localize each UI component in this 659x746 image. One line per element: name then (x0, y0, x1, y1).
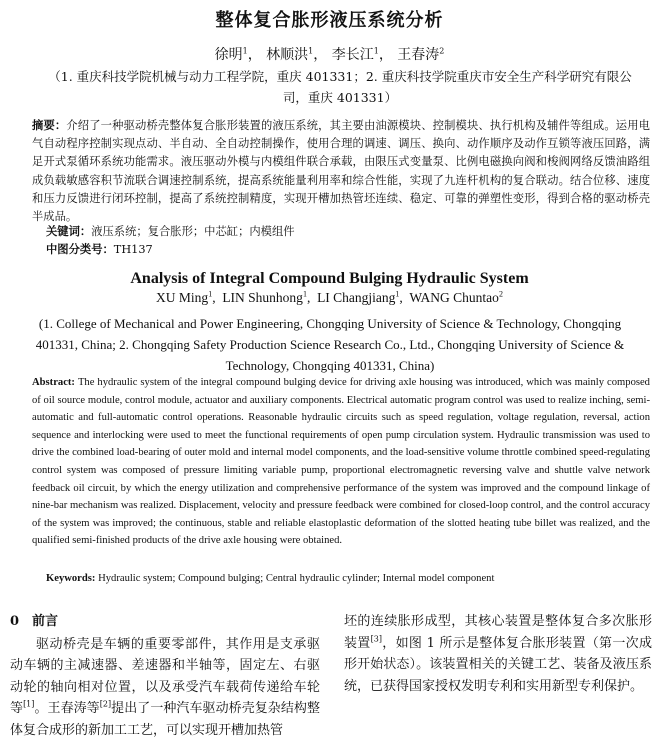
keywords-chinese (46, 222, 646, 241)
author-name: XU Ming (156, 290, 209, 305)
classification-chinese (46, 240, 646, 259)
author-affil-mark: 1 (373, 46, 379, 56)
author-name: 王春涛 (397, 47, 440, 63)
abstract-text: The hydraulic system of the integral compound bulging device for driving axle housing was introduced, which was mainly composed of oil source module, control module, actuator and auxiliary components. Electrical automatic program control was used to realize inching, semi-automatic and full-automatic control operations. Reasonable hydraulic circuits such as speed regulation, voltage regulation, reversal, action sequence and interlocking were used to meet the functional requirements of open pump circulation system. Hydraulic transmission was used to drive the combined load-bearing of outer mold and internal model components, and the load-sensitive volume throttle combined speed-regulating control system was composed of pressure limiting variable pump, proportional electromagnetic reversing valve and shuttle valve network feedback oil circuit, by which the energy utilization and comprehensive performance of the system was improved and the compound linkage of nine-bar mechanism was realized. Displacement, velocity and pressure feedback were combined for closed-loop control, and the control accuracy of the system was improved; the continuous, stable and reliable elastoplastic deformation of the slotted heating tube billet was realized, and the qualified semi-finished products of the drive axle housing were obtained. (32, 377, 650, 547)
author-name: 徐明 (214, 47, 243, 63)
authors-chinese: 徐明$^1$， 林顺洪$^1$， 李长江$^1$， 王春涛$^2$ (214, 46, 445, 63)
citation-ref[interactable]: [1] (23, 699, 35, 709)
body-paragraph (344, 611, 652, 697)
keywords-text: Hydraulic system; Compound bulging; Central hydraulic cylinder; Internal model component (98, 573, 495, 584)
author-affil-mark: 2 (439, 46, 445, 56)
keywords-english (46, 570, 646, 587)
author-name: 李长江 (331, 47, 374, 63)
abstract-text: 介绍了一种驱动桥壳整体复合胀形装置的液压系统，其主要由油源模块、控制模块、执行机构及辅件等组成。运用电气自动程序控制实现点动、半自动、全自动控制操作，使用合理的调速、调压、换向、动作顺序及动作互锁等液压回路，满足开式泵循环系统功能需求。液压驱动外模与内模组件联合承载，由限压式变量泵、比例电磁换向阀和梭阀网络反馈油路组成负载敏感容积节流联合调速控制系统，提高系统能量利用率和综合性能，实现了九连杆机构的复合联动。结合位移、速度和压力反馈进行闭环控制，提高了系统控制精度，实现开槽加热管坯连续、稳定、可靠的弹塑性变形，得到合格的驱动桥壳半成品。 (32, 119, 650, 224)
abstract-label: Abstract: (32, 377, 75, 388)
title-chinese: 整体复合胀形液压系统分析 (215, 10, 444, 31)
author-affil-mark: 1 (302, 289, 307, 299)
author-affil-mark: 1 (242, 46, 248, 56)
abstract-english (32, 374, 650, 550)
affiliation-english: (1. College of Mechanical and Power Engineering, Chongqing University of Science & Technology, Chongqing 401331, China; 2. Chongqing Safety Production Science Research Co., Ltd., Chongqing University of Science & Technology, Chongqing 401331, China) (35, 316, 625, 373)
body-text: 提出了一种汽车驱动桥壳复杂结构整体复合成形的新加工工艺，可以实现开槽加热管 (10, 701, 320, 738)
classification-code: TH137 (113, 243, 153, 256)
abstract-chinese (32, 116, 650, 226)
affiliation-chinese: （1. 重庆科技学院机械与动力工程学院，重庆 401331；2. 重庆科技学院重庆市安全生产科学研究有限公司，重庆 401331） (48, 69, 632, 105)
author-name: WANG Chuntao (409, 290, 499, 305)
title-english: Analysis of Integral Compound Bulging Hydraulic System (130, 270, 529, 287)
author-affil-mark: 1 (308, 46, 314, 56)
citation-ref[interactable]: [2] (99, 699, 112, 709)
keywords-text: 液压系统；复合胀形；中芯缸；内模组件 (91, 225, 295, 238)
author-affil-mark: 2 (498, 289, 503, 299)
section-heading: 0 前言 (10, 614, 59, 629)
body-column-left (10, 611, 320, 741)
keywords-label: Keywords: (46, 573, 96, 584)
citation-ref[interactable]: [3] (370, 634, 382, 644)
author-affil-mark: 1 (395, 289, 400, 299)
body-text: ，如图 1 所示是整体复合胀形装置（第一次成形开始状态）。该装置相关的关键工艺、装备及液压系统，已获得国家授权发明专利和实用新型专利保护。 (344, 635, 652, 694)
classification-label: 中图分类号： (46, 242, 114, 256)
body-column-right (344, 611, 652, 697)
author-name: 林顺洪 (266, 47, 309, 63)
body-text: 驱动桥壳是车辆的重要零部件，其作用是支承驱动车辆的主减速器、差速器和半轴等，固定左、右驱动轮的轴向相对位置，以及承受汽车载荷传递给车轮等 (10, 636, 320, 716)
body-text: 坯的连续胀形成型，其核心装置是整体复合多次胀形装置 (344, 614, 652, 651)
body-text: 。王春涛等 (34, 701, 100, 716)
authors-english: XU Ming$^1$, LIN Shunhong$^1$, LI Changjiang$^1$, WANG Chuntao$^2$ (156, 289, 503, 305)
abstract-label: 摘要： (32, 118, 67, 132)
body-paragraph (10, 634, 320, 742)
keywords-label: 关键词： (46, 224, 92, 238)
author-name: LI Changjiang (317, 290, 396, 305)
author-affil-mark: 1 (208, 289, 213, 299)
author-name: LIN Shunhong (222, 290, 303, 305)
